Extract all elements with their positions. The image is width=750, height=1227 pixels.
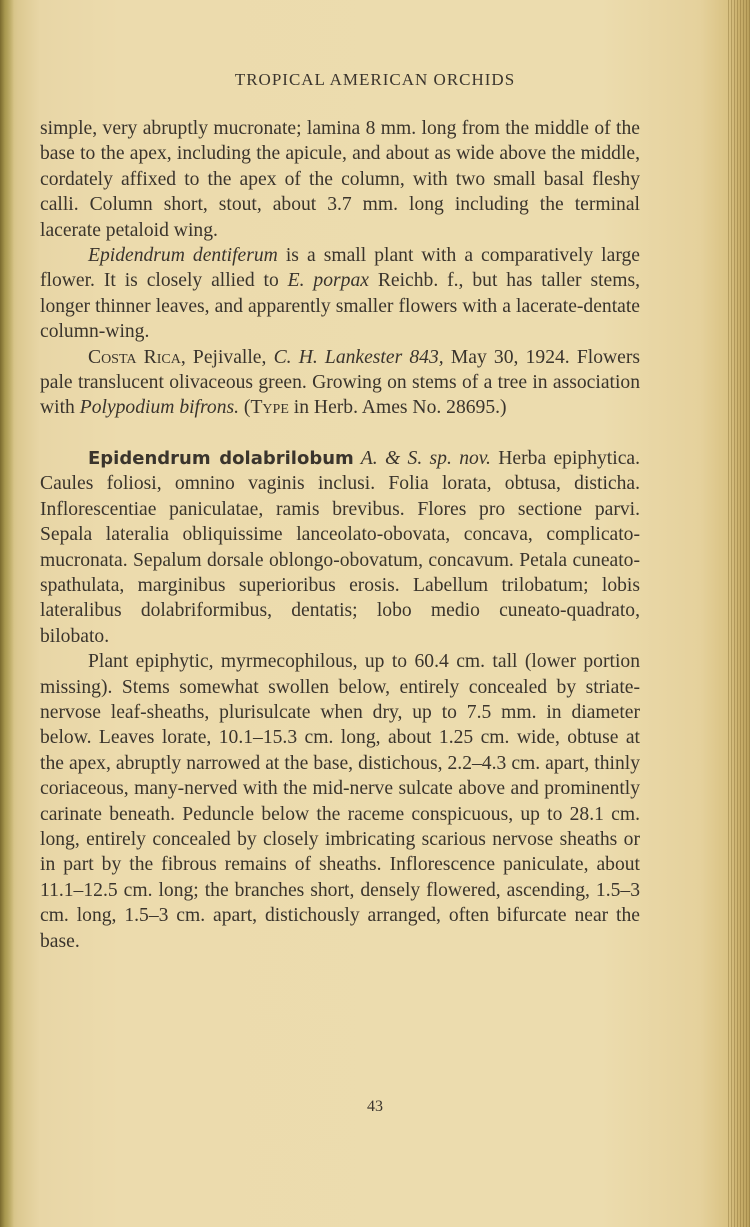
host-species-italic: Polypodium bifrons.: [79, 397, 240, 419]
type-smallcaps: Type: [250, 397, 289, 419]
paragraph-latin-diagnosis: Epidendrum dolabrilobum A. & S. sp. nov. Herba epiphytica. Caules foliosi, omnino vaginis inclusi. Folia lorata, obtusa, disticha. Inflorescentiae paniculatae, ramis brevibus. Flores pro sectione parvi. Sepala lateralia obliquissime lanceolato-obovata, concava, complicato-mucronata. Sepalum dorsale oblongo-obovatum, concavum. Petala cuneato-spathulata, marginibus superioribus erosis. Labellum trilobatum; lobis lateralibus dolabriformibus, dentatis; lobo medio cuneato-quadrato, bilobato.: [40, 447, 640, 647]
page-number: 43: [367, 1098, 383, 1115]
running-head: TROPICAL AMERICAN ORCHIDS: [234, 70, 516, 89]
new-species-heading: Epidendrum dolabrilobum: [88, 447, 354, 469]
paragraph-discussion: Epidendrum dentiferum is a small plant with a comparatively large flower. It is closely allied to E. porpax Reichb. f., but has taller stems, longer thinner leaves, and apparently smaller flowers with a lacerate-dentate column-wing.: [40, 245, 640, 343]
paragraph-specimen: Costa Rica, Pejivalle, C. H. Lankester 843, May 30, 1924. Flowers pale translucent olivaceous green. Growing on stems of a tree in association with Polypodium bifrons. (Type in Herb. Ames No. 28695.): [40, 346, 640, 419]
collector-italic: C. H. Lankester 843,: [273, 346, 444, 368]
species-name-italic: Epidendrum dentiferum: [88, 245, 278, 267]
authority-italic: A. & S. sp. nov.: [353, 447, 491, 469]
related-species-italic: E. porpax: [287, 270, 369, 292]
body-text: [40, 116, 640, 954]
country-smallcaps: Costa Rica: [88, 346, 181, 368]
section-gap: [40, 421, 640, 446]
paragraph-english-description: Plant epiphytic, myrmecophilous, up to 60.4 cm. tall (lower portion missing). Stems somewhat swollen below, entirely concealed by striate-nervose leaf-sheaths, plurisulcate when dry, up to 7.5 mm. in diameter below. Leaves lorate, 10.1–15.3 cm. long, about 1.25 cm. wide, obtuse at the apex, abruptly narrowed at the base, distichous, 2.2–4.3 cm. apart, thinly coriaceous, many-nerved with the mid-nerve sulcate above and prominently carinate beneath. Peduncle below the raceme conspicuous, up to 28.1 cm. long, entirely concealed by closely imbricating scarious nervose sheaths or in part by the fibrous remains of sheaths. Inflorescence paniculate, about 11.1–12.5 cm. long; the branches short, densely flowered, ascending, 1.5–3 cm. long, 1.5–3 cm. apart, distichously arranged, often bifurcate near the base.: [40, 651, 640, 952]
paragraph-description-end: simple, very abruptly mucronate; lamina 8 mm. long from the middle of the base to the apex, including the apicule, and about as wide above the middle, cordately affixed to the apex of the column, with two small basal fleshy calli. Column short, stout, about 3.7 mm. long including the terminal lacerate petaloid wing.: [40, 118, 640, 241]
